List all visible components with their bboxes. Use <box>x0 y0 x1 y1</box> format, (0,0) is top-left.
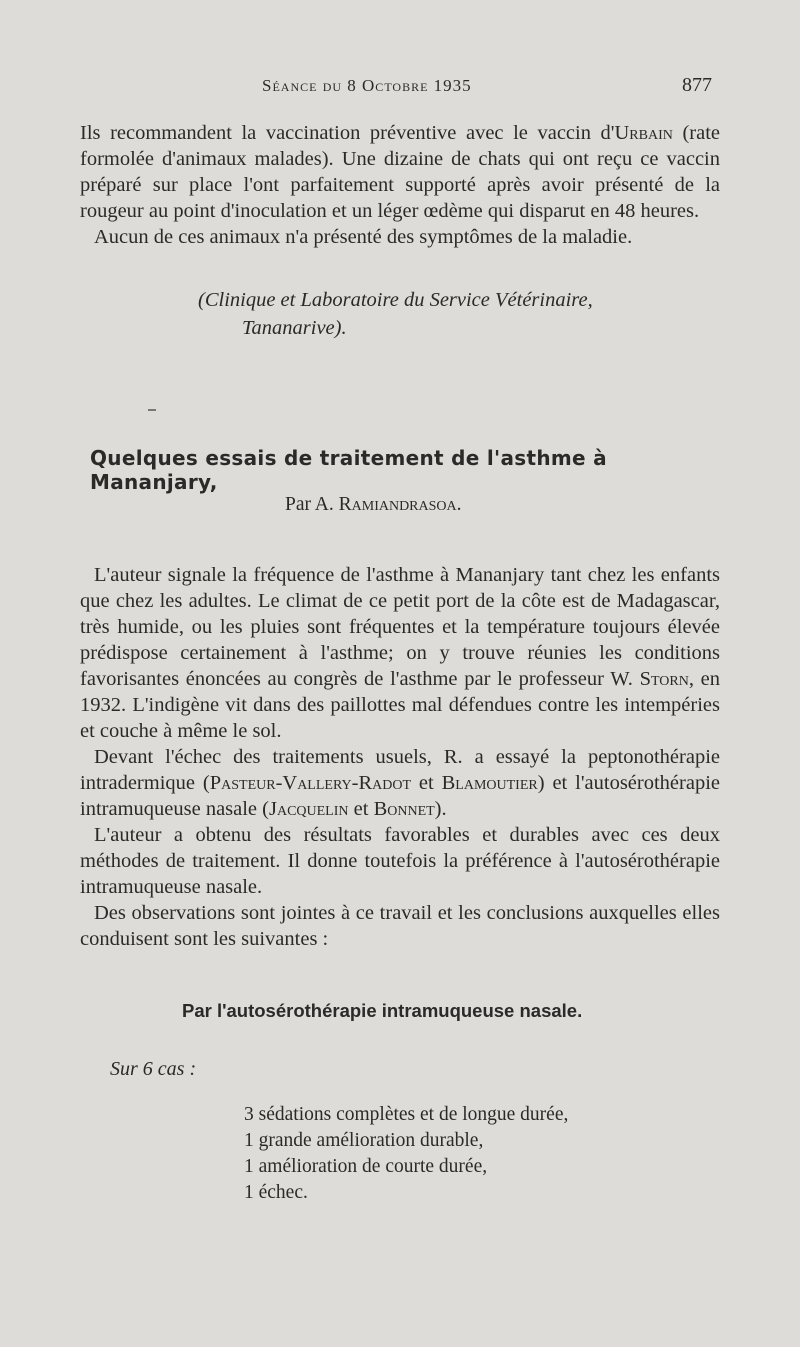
text-span: L'auteur signale la fréquence de l'asthme à Mananjary tant chez les enfants que chez les adultes. Le climat de ce petit port de la côte est de Madagascar, très humide, ou les pluies sont fréquentes et la température toujours élevée prédispose certainement à l'asthme; on y trouve réunies les conditions favorisantes énoncées au congrès de l'asthme par le professeur W. <box>80 564 720 690</box>
list-item: 1 grande amélioration durable, <box>244 1130 484 1151</box>
second-article-body <box>80 562 720 952</box>
text-span: , en 1932. L'indigène vit dans des paillottes mal défendues contre les intempéries et couche à même le sol. <box>80 668 720 742</box>
text-span: Ils recommandent la vaccination préventive avec le vaccin d' <box>80 122 615 144</box>
author-name: Bonnet <box>373 798 435 820</box>
cases-label: Sur 6 cas : <box>110 1058 197 1080</box>
running-header <box>80 74 712 104</box>
first-article-body <box>80 120 720 250</box>
author-name: Storn <box>639 668 689 690</box>
text-span: ). <box>434 798 447 820</box>
credit-line: Tananarive). <box>242 317 347 339</box>
article-title: Quelques essais de traitement de l'asthme à Mananjary, <box>90 446 607 494</box>
author-prefix: Par A. <box>285 494 339 515</box>
text-span: et <box>411 772 442 794</box>
article-author <box>285 494 462 516</box>
paragraph: L'auteur a obtenu des résultats favorables et durables avec ces deux méthodes de traitement. Il donne toutefois la préférence à l'autosérothérapie intramuqueuse nasale. <box>80 824 720 898</box>
author-name: Urbain <box>614 122 673 144</box>
text-span: et <box>348 798 374 820</box>
divider <box>148 409 156 411</box>
author-name: Ramiandrasoa. <box>338 494 462 515</box>
page-number: 877 <box>682 74 712 96</box>
author-name: Pasteur-Vallery-Radot <box>209 772 412 794</box>
results-list <box>244 1102 568 1206</box>
paragraph <box>80 562 720 744</box>
list-item: 1 échec. <box>244 1182 308 1203</box>
list-item: 3 sédations complètes et de longue durée, <box>244 1104 569 1125</box>
header-title: Séance du 8 Octobre 1935 <box>262 76 472 95</box>
text-span: (rate formolée d'animaux malades). Une dizaine de chats qui ont reçu ce vaccin préparé sur place l'ont parfaitement supporté après avoir présenté de la rougeur au point d'inoculation et un léger œdème qui disparut en 48 heures. <box>80 122 720 222</box>
author-name: Blamoutier <box>441 772 538 794</box>
paragraph: Aucun de ces animaux n'a présenté des symptômes de la maladie. <box>94 226 633 248</box>
section-subheading: Par l'autosérothérapie intramuqueuse nasale. <box>182 1000 583 1021</box>
affiliation-credit <box>198 286 718 342</box>
list-item: 1 amélioration de courte durée, <box>244 1156 488 1177</box>
text-span: Devant l'échec des traitements usuels, R. a essayé la peptonothérapie intradermique ( <box>80 746 720 794</box>
paragraph <box>80 744 720 822</box>
paragraph <box>80 120 720 224</box>
credit-line: (Clinique et Laboratoire du Service Vétérinaire, <box>198 289 593 311</box>
author-name: Jacquelin <box>268 798 349 820</box>
text-span: ) et l'autosérothérapie intramuqueuse nasale ( <box>80 772 721 820</box>
paragraph: Des observations sont jointes à ce travail et les conclusions auxquelles elles conduisent sont les suivantes : <box>80 902 720 950</box>
